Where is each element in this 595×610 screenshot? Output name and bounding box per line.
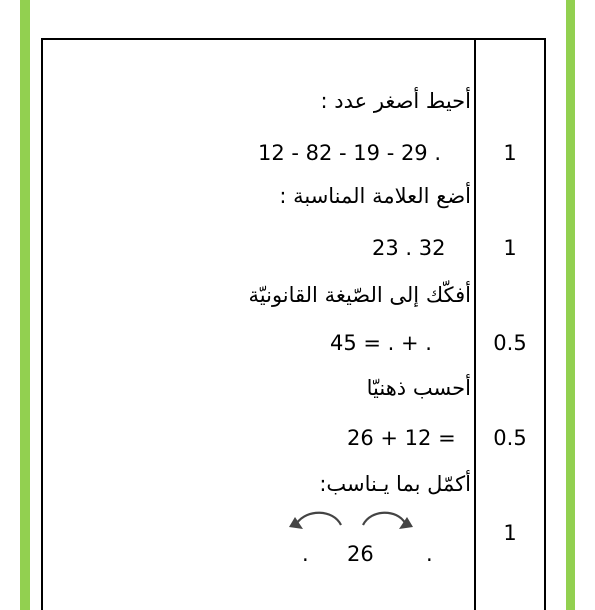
sequence-center-value: 26 <box>347 542 374 566</box>
table-top-border <box>41 38 546 40</box>
instruction-decompose: أفكّك إلى الصّيغة القانونيّة <box>248 283 471 307</box>
sequence-right-blank: . <box>426 542 433 566</box>
expression-decomposition: 45 = . + . <box>330 331 432 355</box>
expression-mental-calc: 26 + 12 = <box>347 426 456 450</box>
instruction-comparison-sign: أضع العلامة المناسبة : <box>279 184 471 208</box>
comparison-left-number: 23 . 32 <box>372 236 446 260</box>
instruction-smallest-number: أحيط أصغر عدد : <box>320 89 471 113</box>
left-green-border <box>20 0 30 610</box>
score-row-3: 0.5 <box>493 331 527 355</box>
table-left-border <box>41 38 43 610</box>
score-row-5: 1 <box>503 521 517 545</box>
instruction-complete: أكمّل بما يـناسب: <box>319 472 471 496</box>
sequence-left-blank: . <box>302 542 309 566</box>
sequence-arrows-icon <box>285 505 415 535</box>
expression-numbers-list: 12 - 82 - 19 - 29 . <box>258 141 442 165</box>
right-green-border <box>566 0 575 610</box>
score-row-1: 1 <box>503 141 517 165</box>
expression-comparison <box>372 236 445 260</box>
score-row-4: 0.5 <box>493 426 527 450</box>
instruction-mental-calc: أحسب ذهنيّا <box>366 376 471 400</box>
table-right-border <box>544 38 546 610</box>
score-row-2: 1 <box>503 236 517 260</box>
